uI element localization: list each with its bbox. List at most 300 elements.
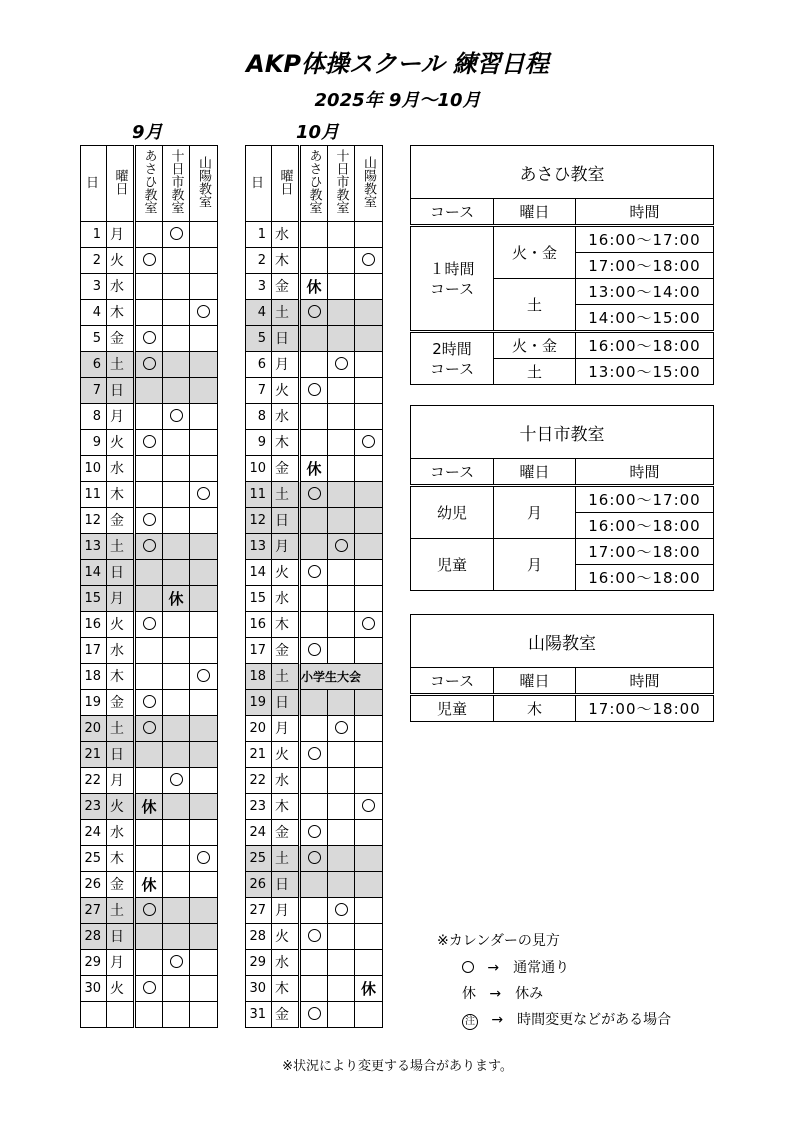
schedule-asahi — [410, 145, 714, 385]
day-cell: 13 — [81, 534, 107, 560]
sanyo-cell — [355, 742, 383, 768]
circle-icon — [308, 487, 321, 500]
col-course: コース — [411, 199, 494, 226]
tokaichi-cell — [328, 872, 355, 898]
calendar-row — [246, 950, 383, 976]
weekday-cell: 月 — [272, 716, 300, 742]
weekday-cell: 木 — [272, 612, 300, 638]
asahi-cell — [135, 768, 163, 794]
weekday-cell: 木 — [107, 482, 135, 508]
weekday-cell: 水 — [107, 274, 135, 300]
weekday-cell: 火 — [107, 794, 135, 820]
sanyo-cell — [355, 430, 383, 456]
asahi-cell — [135, 534, 163, 560]
day-cell: 7 — [246, 378, 272, 404]
weekday-cell: 土 — [272, 300, 300, 326]
sanyo-cell — [190, 1002, 218, 1028]
tokaichi-cell — [163, 976, 190, 1002]
col-course: コース — [411, 459, 494, 486]
tokaichi-cell — [328, 924, 355, 950]
tokaichi-cell — [328, 950, 355, 976]
calendar-row — [81, 404, 218, 430]
course-weekday: 土 — [494, 279, 576, 332]
sanyo-cell — [355, 612, 383, 638]
calendar-row — [81, 1002, 218, 1028]
tokaichi-cell — [163, 872, 190, 898]
asahi-cell — [300, 1002, 328, 1028]
sanyo-cell — [355, 378, 383, 404]
circle-icon — [308, 747, 321, 760]
course-weekday: 火・金 — [494, 332, 576, 359]
calendar-row — [246, 664, 383, 690]
tokaichi-cell — [163, 430, 190, 456]
day-cell: 21 — [81, 742, 107, 768]
circle-icon — [197, 669, 210, 682]
asahi-cell — [135, 274, 163, 300]
asahi-cell — [300, 560, 328, 586]
day-cell: 29 — [81, 950, 107, 976]
note-symbol-icon: 注 — [462, 1014, 478, 1030]
calendar-row — [81, 794, 218, 820]
sanyo-cell — [355, 768, 383, 794]
weekday-cell: 木 — [107, 846, 135, 872]
course-weekday: 月 — [494, 539, 576, 591]
asahi-cell — [135, 742, 163, 768]
tokaichi-cell — [163, 534, 190, 560]
weekday-cell: 土 — [107, 534, 135, 560]
day-cell: 22 — [246, 768, 272, 794]
header-asahi-label: あさひ教室 — [141, 149, 157, 214]
header-weekday — [272, 146, 300, 222]
calendar-row — [81, 820, 218, 846]
course-weekday: 土 — [494, 359, 576, 385]
tokaichi-cell — [328, 352, 355, 378]
header-sanyo — [355, 146, 383, 222]
day-cell: 5 — [81, 326, 107, 352]
sanyo-cell — [355, 924, 383, 950]
sanyo-cell — [190, 326, 218, 352]
weekday-cell: 金 — [272, 274, 300, 300]
calendar-row — [81, 768, 218, 794]
sanyo-cell — [355, 482, 383, 508]
weekday-cell: 金 — [107, 690, 135, 716]
circle-icon — [170, 955, 183, 968]
sanyo-cell — [355, 274, 383, 300]
calendar-row — [81, 222, 218, 248]
day-cell: 27 — [81, 898, 107, 924]
header-asahi — [300, 146, 328, 222]
calendar-row — [246, 794, 383, 820]
calendar-row — [246, 222, 383, 248]
calendar-row — [246, 716, 383, 742]
asahi-cell — [135, 638, 163, 664]
circle-icon — [143, 721, 156, 734]
course-time: 16:00～17:00 — [576, 226, 714, 253]
asahi-cell — [135, 430, 163, 456]
asahi-cell — [135, 326, 163, 352]
tokaichi-cell — [328, 222, 355, 248]
calendar-row — [246, 1002, 383, 1028]
calendar-row — [81, 430, 218, 456]
asahi-cell — [135, 924, 163, 950]
asahi-cell — [300, 820, 328, 846]
day-cell: 12 — [246, 508, 272, 534]
asahi-cell — [300, 482, 328, 508]
weekday-cell: 水 — [272, 222, 300, 248]
tokaichi-cell — [163, 820, 190, 846]
tokaichi-cell — [163, 300, 190, 326]
circle-icon — [143, 617, 156, 630]
calendar-row — [246, 508, 383, 534]
tokaichi-cell — [163, 846, 190, 872]
circle-icon — [143, 357, 156, 370]
tokaichi-cell — [163, 794, 190, 820]
tokaichi-cell — [163, 690, 190, 716]
weekday-cell: 金 — [107, 326, 135, 352]
col-time: 時間 — [576, 668, 714, 695]
weekday-cell: 水 — [107, 638, 135, 664]
sanyo-cell — [355, 222, 383, 248]
calendar-row — [246, 872, 383, 898]
day-cell: 9 — [246, 430, 272, 456]
sanyo-cell — [190, 898, 218, 924]
tokaichi-cell — [163, 326, 190, 352]
calendar-row — [81, 534, 218, 560]
day-cell: 3 — [246, 274, 272, 300]
header-day — [246, 146, 272, 222]
course-name: 2時間 コース — [411, 332, 494, 385]
col-weekday: 曜日 — [494, 199, 576, 226]
day-cell: 8 — [81, 404, 107, 430]
legend-text: → 通常通り — [487, 960, 570, 976]
tokaichi-cell — [163, 248, 190, 274]
tokaichi-cell — [328, 248, 355, 274]
tokaichi-cell — [163, 638, 190, 664]
tokaichi-cell — [328, 846, 355, 872]
asahi-cell — [300, 742, 328, 768]
sanyo-cell — [355, 326, 383, 352]
asahi-cell — [300, 248, 328, 274]
header-weekday-label: 曜日 — [112, 168, 128, 195]
col-time: 時間 — [576, 199, 714, 226]
asahi-cell — [300, 846, 328, 872]
asahi-cell — [300, 950, 328, 976]
circle-icon — [143, 513, 156, 526]
day-cell: 30 — [246, 976, 272, 1002]
sanyo-cell — [190, 352, 218, 378]
schedule-title: 山陽教室 — [411, 615, 714, 668]
header-sanyo-label: 山陽教室 — [361, 155, 376, 208]
asahi-cell — [135, 560, 163, 586]
asahi-cell — [135, 820, 163, 846]
weekday-cell: 水 — [107, 456, 135, 482]
weekday-cell: 金 — [272, 456, 300, 482]
asahi-cell — [135, 222, 163, 248]
day-cell: 8 — [246, 404, 272, 430]
calendar-row — [246, 456, 383, 482]
weekday-cell: 金 — [107, 508, 135, 534]
sanyo-cell — [355, 560, 383, 586]
day-cell: 28 — [246, 924, 272, 950]
tokaichi-cell — [328, 326, 355, 352]
course-time: 17:00～18:00 — [576, 539, 714, 565]
tokaichi-cell — [163, 560, 190, 586]
calendar-row — [81, 976, 218, 1002]
calendar-october — [245, 145, 383, 1028]
day-cell: 10 — [81, 456, 107, 482]
tokaichi-cell — [163, 612, 190, 638]
circle-icon — [143, 903, 156, 916]
circle-icon — [308, 565, 321, 578]
course-time: 16:00～18:00 — [576, 513, 714, 539]
tokaichi-cell — [328, 898, 355, 924]
asahi-cell — [300, 534, 328, 560]
sanyo-cell — [190, 768, 218, 794]
tokaichi-cell — [328, 976, 355, 1002]
calendar-row — [246, 378, 383, 404]
sanyo-cell — [355, 846, 383, 872]
header-weekday — [107, 146, 135, 222]
circle-icon — [308, 1007, 321, 1020]
tokaichi-cell — [163, 664, 190, 690]
circle-icon — [170, 773, 183, 786]
tokaichi-cell — [328, 378, 355, 404]
weekday-cell: 火 — [272, 560, 300, 586]
header-tokaichi — [163, 146, 190, 222]
asahi-cell: 休 — [135, 872, 163, 898]
weekday-cell: 火 — [107, 612, 135, 638]
asahi-cell — [300, 300, 328, 326]
sanyo-cell — [190, 846, 218, 872]
schedule-tokaichi — [410, 405, 714, 591]
day-cell: 22 — [81, 768, 107, 794]
calendar-row — [81, 482, 218, 508]
calendar-row — [246, 846, 383, 872]
day-cell: 24 — [81, 820, 107, 846]
asahi-cell — [135, 950, 163, 976]
weekday-cell: 木 — [107, 664, 135, 690]
asahi-cell — [300, 352, 328, 378]
header-day-label: 日 — [251, 175, 265, 191]
weekday-cell: 土 — [107, 716, 135, 742]
sanyo-cell — [355, 352, 383, 378]
calendar-row — [246, 976, 383, 1002]
sanyo-cell — [190, 638, 218, 664]
weekday-cell: 月 — [107, 950, 135, 976]
weekday-cell: 日 — [107, 924, 135, 950]
header-asahi-label: あさひ教室 — [306, 149, 322, 214]
asahi-cell — [300, 872, 328, 898]
tokaichi-cell — [163, 716, 190, 742]
circle-icon — [308, 851, 321, 864]
asahi-cell — [135, 248, 163, 274]
course-name: 幼児 — [411, 486, 494, 539]
calendar-row — [81, 508, 218, 534]
day-cell: 17 — [246, 638, 272, 664]
calendar-row — [81, 716, 218, 742]
tokaichi-cell: 休 — [163, 586, 190, 612]
weekday-cell: 日 — [272, 872, 300, 898]
asahi-cell — [135, 716, 163, 742]
calendar-row — [81, 898, 218, 924]
sanyo-cell — [190, 742, 218, 768]
circle-icon — [308, 305, 321, 318]
circle-icon — [197, 305, 210, 318]
course-weekday: 木 — [494, 695, 576, 722]
tokaichi-cell — [328, 716, 355, 742]
weekday-cell: 日 — [107, 378, 135, 404]
calendar-row — [81, 690, 218, 716]
weekday-cell: 水 — [272, 404, 300, 430]
day-cell: 2 — [81, 248, 107, 274]
day-cell: 31 — [246, 1002, 272, 1028]
day-cell: 23 — [246, 794, 272, 820]
calendar-row — [246, 404, 383, 430]
weekday-cell: 火 — [107, 430, 135, 456]
day-cell: 25 — [81, 846, 107, 872]
header-tokaichi-label: 十日市教室 — [333, 149, 349, 214]
day-cell: 18 — [246, 664, 272, 690]
tokaichi-cell — [328, 430, 355, 456]
weekday-cell: 水 — [272, 950, 300, 976]
page-title: AKP体操スクール 練習日程 — [246, 50, 549, 78]
sanyo-cell — [190, 378, 218, 404]
tokaichi-cell — [163, 950, 190, 976]
calendar-row — [246, 638, 383, 664]
asahi-cell — [135, 482, 163, 508]
weekday-cell: 土 — [107, 352, 135, 378]
asahi-cell — [300, 404, 328, 430]
page-subtitle: 2025年 9月～10月 — [314, 90, 481, 111]
calendar-row — [81, 924, 218, 950]
calendar-row — [246, 820, 383, 846]
tokaichi-cell — [163, 352, 190, 378]
tokaichi-cell — [328, 768, 355, 794]
sanyo-cell — [355, 1002, 383, 1028]
calendar-row — [81, 638, 218, 664]
weekday-cell: 土 — [272, 664, 300, 690]
asahi-cell — [300, 794, 328, 820]
day-cell: 13 — [246, 534, 272, 560]
legend — [437, 930, 672, 1028]
tokaichi-cell — [328, 560, 355, 586]
header-weekday-label: 曜日 — [277, 168, 293, 195]
legend-title: ※カレンダーの見方 — [437, 933, 560, 949]
asahi-cell — [300, 326, 328, 352]
circle-icon — [143, 695, 156, 708]
circle-icon — [335, 357, 348, 370]
asahi-cell — [300, 976, 328, 1002]
day-cell: 20 — [246, 716, 272, 742]
circle-icon — [143, 981, 156, 994]
course-weekday: 火・金 — [494, 226, 576, 279]
calendar-row — [246, 560, 383, 586]
course-weekday: 月 — [494, 486, 576, 539]
header-day — [81, 146, 107, 222]
weekday-cell: 金 — [107, 872, 135, 898]
asahi-cell — [300, 768, 328, 794]
weekday-cell: 金 — [272, 820, 300, 846]
weekday-cell: 木 — [272, 430, 300, 456]
sanyo-cell — [190, 664, 218, 690]
weekday-cell: 火 — [272, 378, 300, 404]
day-cell: 2 — [246, 248, 272, 274]
sanyo-cell — [190, 976, 218, 1002]
calendar-row — [246, 482, 383, 508]
sanyo-cell — [355, 950, 383, 976]
legend-item-normal — [462, 957, 569, 977]
sanyo-cell — [355, 404, 383, 430]
calendar-row — [246, 586, 383, 612]
sanyo-cell — [190, 404, 218, 430]
asahi-cell: 休 — [300, 274, 328, 300]
day-cell: 11 — [246, 482, 272, 508]
tokaichi-cell — [163, 1002, 190, 1028]
course-time: 16:00～18:00 — [576, 565, 714, 591]
tokaichi-cell — [328, 404, 355, 430]
calendar-row — [81, 872, 218, 898]
asahi-cell — [135, 378, 163, 404]
sanyo-cell — [355, 508, 383, 534]
calendar-row — [81, 612, 218, 638]
weekday-cell: 木 — [107, 300, 135, 326]
circle-icon — [362, 253, 375, 266]
day-cell: 26 — [246, 872, 272, 898]
weekday-cell: 水 — [107, 820, 135, 846]
weekday-cell: 火 — [272, 742, 300, 768]
circle-icon — [197, 487, 210, 500]
day-cell: 6 — [81, 352, 107, 378]
sanyo-cell — [355, 534, 383, 560]
asahi-cell — [300, 716, 328, 742]
day-cell: 17 — [81, 638, 107, 664]
sanyo-cell — [190, 586, 218, 612]
weekday-cell: 月 — [107, 222, 135, 248]
sanyo-cell — [190, 222, 218, 248]
day-cell: 15 — [246, 586, 272, 612]
asahi-cell — [135, 404, 163, 430]
asahi-cell — [300, 508, 328, 534]
sanyo-cell — [190, 274, 218, 300]
sanyo-cell — [355, 638, 383, 664]
col-time: 時間 — [576, 459, 714, 486]
sanyo-cell: 休 — [355, 976, 383, 1002]
course-name: 児童 — [411, 695, 494, 722]
tokaichi-cell — [163, 274, 190, 300]
tokaichi-cell — [163, 768, 190, 794]
day-cell: 23 — [81, 794, 107, 820]
day-cell: 10 — [246, 456, 272, 482]
day-cell: 28 — [81, 924, 107, 950]
calendar-row — [81, 950, 218, 976]
calendar-row — [246, 352, 383, 378]
circle-icon — [308, 929, 321, 942]
calendar-row — [246, 326, 383, 352]
sanyo-cell — [355, 898, 383, 924]
sanyo-cell — [355, 872, 383, 898]
tokaichi-cell — [328, 742, 355, 768]
tokaichi-cell — [163, 482, 190, 508]
legend-symbol: 休 — [462, 986, 476, 1002]
weekday-cell: 月 — [272, 534, 300, 560]
weekday-cell: 土 — [107, 898, 135, 924]
day-cell: 4 — [246, 300, 272, 326]
sanyo-cell — [355, 586, 383, 612]
course-time: 17:00～18:00 — [576, 253, 714, 279]
day-cell: 14 — [81, 560, 107, 586]
weekday-cell: 月 — [107, 404, 135, 430]
sanyo-cell — [190, 716, 218, 742]
